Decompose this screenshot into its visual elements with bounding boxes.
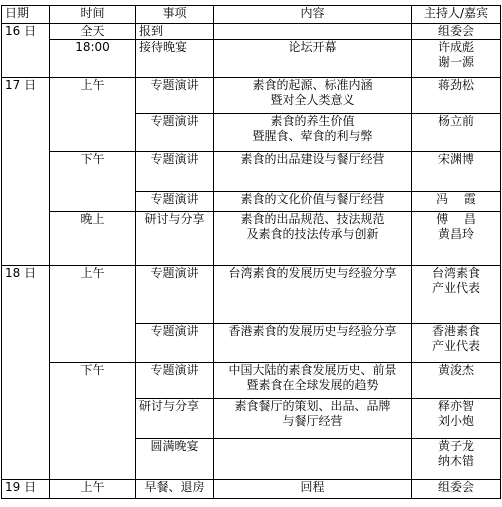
content-cell: 中国大陆的素食发展历史、前景 暨素食在全球发展的趋势 bbox=[214, 363, 412, 399]
header-row bbox=[2, 6, 501, 24]
time-cell: 上午 bbox=[50, 78, 136, 152]
item-cell: 接待晚宴 bbox=[136, 40, 214, 78]
header-host: 主持人/嘉宾 bbox=[412, 6, 501, 24]
header-content: 内容 bbox=[214, 6, 412, 24]
table-row bbox=[2, 24, 501, 40]
item-cell: 早餐、退房 bbox=[136, 480, 214, 499]
schedule-table bbox=[1, 5, 501, 499]
content-cell: 台湾素食的发展历史与经验分享 bbox=[214, 266, 412, 324]
item-cell: 专题演讲 bbox=[136, 192, 214, 212]
header-time: 时间 bbox=[50, 6, 136, 24]
content-cell: 回程 bbox=[214, 480, 412, 499]
item-cell: 报到 bbox=[136, 24, 214, 40]
item-cell: 研讨与分享 bbox=[136, 212, 214, 266]
content-cell bbox=[214, 439, 412, 480]
host-cell: 黄浚杰 bbox=[412, 363, 501, 399]
content-cell: 素食餐厅的策划、出品、品牌 与餐厅经营 bbox=[214, 399, 412, 439]
time-cell: 全天 bbox=[50, 24, 136, 40]
date-cell: 19 日 bbox=[2, 480, 50, 499]
content-cell: 素食的起源、标准内涵 暨对全人类意义 bbox=[214, 78, 412, 114]
date-cell: 17 日 bbox=[2, 78, 50, 266]
host-cell: 蒋劲松 bbox=[412, 78, 501, 114]
header-item: 事项 bbox=[136, 6, 214, 24]
time-cell: 上午 bbox=[50, 480, 136, 499]
time-cell: 下午 bbox=[50, 152, 136, 212]
content-cell: 香港素食的发展历史与经验分享 bbox=[214, 324, 412, 363]
host-cell: 组委会 bbox=[412, 24, 501, 40]
table-row bbox=[2, 480, 501, 499]
item-cell: 专题演讲 bbox=[136, 78, 214, 114]
item-cell: 专题演讲 bbox=[136, 152, 214, 192]
host-cell: 冯 霞 bbox=[412, 192, 501, 212]
host-cell: 释亦智 刘小炮 bbox=[412, 399, 501, 439]
content-cell: 素食的文化价值与餐厅经营 bbox=[214, 192, 412, 212]
item-cell: 专题演讲 bbox=[136, 114, 214, 152]
item-cell: 专题演讲 bbox=[136, 266, 214, 324]
table-row bbox=[2, 152, 501, 192]
host-cell: 香港素食 产业代表 bbox=[412, 324, 501, 363]
host-cell: 宋渊博 bbox=[412, 152, 501, 192]
table-row bbox=[2, 40, 501, 78]
host-cell: 许成彪 谢一源 bbox=[412, 40, 501, 78]
content-cell: 素食的出品建设与餐厅经营 bbox=[214, 152, 412, 192]
table-row bbox=[2, 78, 501, 114]
content-cell: 论坛开幕 bbox=[214, 40, 412, 78]
time-cell: 上午 bbox=[50, 266, 136, 363]
table-row bbox=[2, 363, 501, 399]
host-cell: 黄子龙 纳木错 bbox=[412, 439, 501, 480]
header-date: 日期 bbox=[2, 6, 50, 24]
date-cell: 18 日 bbox=[2, 266, 50, 480]
item-cell: 专题演讲 bbox=[136, 324, 214, 363]
content-cell bbox=[214, 24, 412, 40]
time-cell: 18:00 bbox=[50, 40, 136, 78]
content-cell: 素食的出品规范、技法规范 及素食的技法传承与创新 bbox=[214, 212, 412, 266]
item-cell: 专题演讲 bbox=[136, 363, 214, 399]
host-cell: 组委会 bbox=[412, 480, 501, 499]
host-cell: 台湾素食 产业代表 bbox=[412, 266, 501, 324]
table-row bbox=[2, 212, 501, 266]
item-cell: 研讨与分享 bbox=[136, 399, 214, 439]
table-row bbox=[2, 266, 501, 324]
host-cell: 傅 昌 黄昌玲 bbox=[412, 212, 501, 266]
content-cell: 素食的养生价值 暨腥食、荤食的利与弊 bbox=[214, 114, 412, 152]
date-cell: 16 日 bbox=[2, 24, 50, 78]
time-cell: 下午 bbox=[50, 363, 136, 480]
host-cell: 杨立前 bbox=[412, 114, 501, 152]
time-cell: 晚上 bbox=[50, 212, 136, 266]
item-cell: 圆满晚宴 bbox=[136, 439, 214, 480]
